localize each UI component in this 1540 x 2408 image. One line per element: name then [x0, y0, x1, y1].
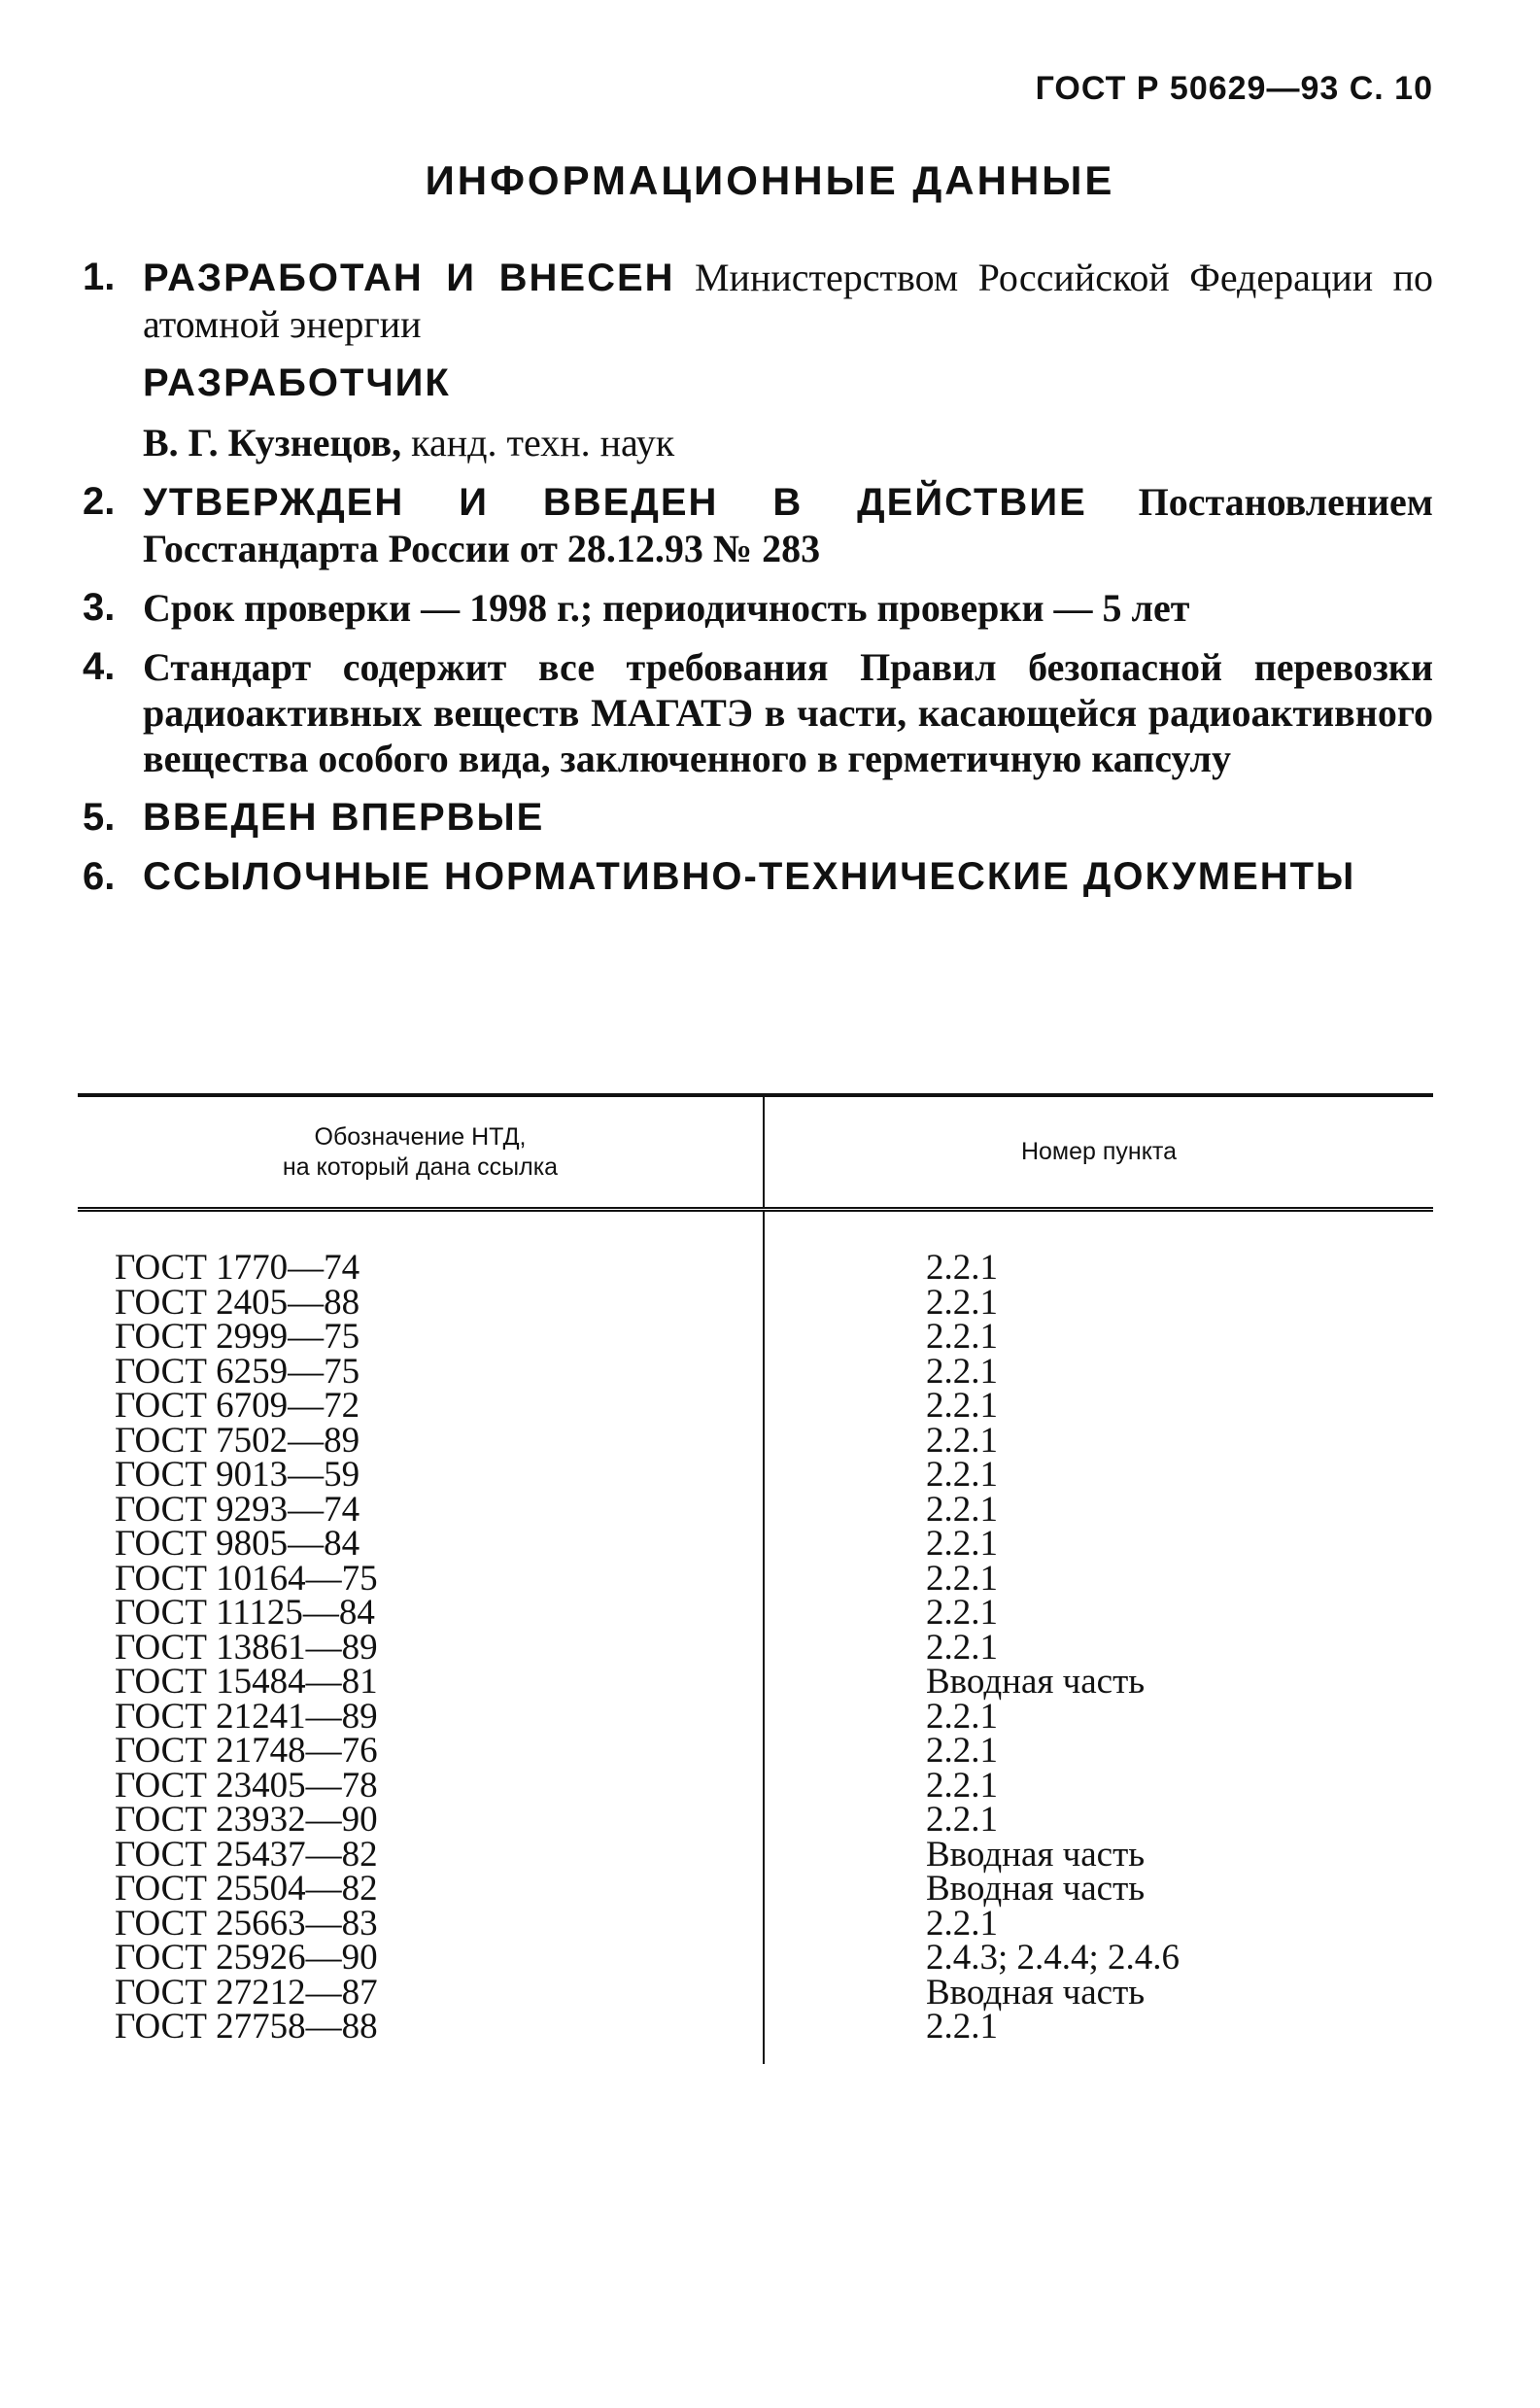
table-cell-clause: 2.2.1: [926, 1696, 998, 1737]
developer-block: [143, 361, 1433, 465]
table-cell-document: ГОСТ 9013—59: [115, 1455, 360, 1495]
information-items: [83, 255, 1433, 913]
table-cell-document: ГОСТ 25663—83: [115, 1903, 378, 1944]
item-reference-documents: [83, 854, 1433, 900]
table-cell-document: ГОСТ 10164—75: [115, 1558, 378, 1599]
item-lead: УТВЕРЖДЕН И ВВЕДЕН В ДЕЙСТВИЕ: [143, 481, 1087, 524]
table-cell-clause: 2.4.3; 2.4.4; 2.4.6: [926, 1938, 1181, 1978]
developer-person: [143, 420, 1433, 465]
table-cell-clause: 2.2.1: [926, 1731, 998, 1771]
table-cell-clause: Вводная часть: [926, 1972, 1146, 2012]
item-developed-introduced: [83, 255, 1433, 347]
table-cell-document: ГОСТ 25437—82: [115, 1834, 378, 1875]
table-cell-clause: 2.2.1: [926, 1800, 998, 1840]
item-text: Министерством Российской Федерации по атомной энергии: [143, 256, 1433, 346]
table-header-document-line2: на который дана ссылка: [282, 1152, 559, 1181]
page-header-reference: ГОСТ Р 50629—93 С. 10: [1035, 70, 1433, 107]
table-cell-clause: 2.2.1: [926, 1386, 998, 1426]
table-cell-document: ГОСТ 11125—84: [115, 1593, 375, 1633]
table-cell-clause: Вводная часть: [926, 1662, 1146, 1702]
item-text: Постановлением Госстандарта России от 28.12.93 № 283: [143, 480, 1433, 570]
table-cell-clause: 2.2.1: [926, 1317, 998, 1357]
table-cell-document: ГОСТ 21241—89: [115, 1696, 378, 1737]
table-cell-clause: 2.2.1: [926, 1558, 998, 1599]
table-cell-document: ГОСТ 21748—76: [115, 1731, 378, 1771]
table-cell-document: ГОСТ 9805—84: [115, 1524, 360, 1564]
item-first-introduced: [83, 795, 1433, 841]
item-lead: ССЫЛОЧНЫЕ НОРМАТИВНО-ТЕХНИЧЕСКИЕ ДОКУМЕНТЫ: [143, 855, 1356, 898]
item-number: 1.: [83, 256, 116, 298]
table-cell-document: ГОСТ 1770—74: [115, 1248, 360, 1288]
table-cell-clause: 2.2.1: [926, 1593, 998, 1633]
table-cell-clause: 2.2.1: [926, 1420, 998, 1461]
table-cell-document: ГОСТ 27758—88: [115, 2007, 378, 2047]
table-cell-document: ГОСТ 13861—89: [115, 1627, 378, 1668]
table-body: [78, 1212, 1433, 2064]
table-header-clause: Номер пункта: [1020, 1138, 1178, 1165]
table-cell-document: ГОСТ 23932—90: [115, 1800, 378, 1840]
table-cell-clause: Вводная часть: [926, 1834, 1146, 1875]
clause-column: [765, 1212, 1433, 2064]
table-cell-document: ГОСТ 27212—87: [115, 1972, 378, 2012]
developer-name: В. Г. Кузнецов,: [143, 421, 402, 464]
table-cell-clause: 2.2.1: [926, 1351, 998, 1392]
table-cell-document: ГОСТ 25504—82: [115, 1869, 378, 1909]
item-lead: ВВЕДЕН ВПЕРВЫЕ: [143, 796, 545, 839]
table-cell-clause: 2.2.1: [926, 1248, 998, 1288]
developer-heading: РАЗРАБОТЧИК: [143, 361, 451, 404]
item-review-period: [83, 585, 1433, 631]
item-approved: [83, 479, 1433, 571]
table-cell-document: ГОСТ 6259—75: [115, 1351, 360, 1392]
item-text: Срок проверки — 1998 г.; периодичность проверки — 5 лет: [143, 586, 1190, 630]
item-body: [143, 255, 1433, 347]
table-header-document: [78, 1097, 765, 1207]
table-cell-document: ГОСТ 7502—89: [115, 1420, 360, 1461]
item-number: 2.: [83, 480, 116, 523]
table-cell-clause: 2.2.1: [926, 1765, 998, 1806]
table-cell-document: ГОСТ 2405—88: [115, 1282, 360, 1323]
item-number: 3.: [83, 586, 116, 629]
table-cell-clause: 2.2.1: [926, 1489, 998, 1530]
item-number: 5.: [83, 796, 116, 839]
table-cell-clause: 2.2.1: [926, 1282, 998, 1323]
table-cell-document: ГОСТ 6709—72: [115, 1386, 360, 1426]
table-cell-clause: 2.2.1: [926, 1455, 998, 1495]
reference-documents-table: [78, 1093, 1433, 2064]
document-title: ИНФОРМАЦИОННЫЕ ДАННЫЕ: [425, 157, 1115, 203]
item-number: 4.: [83, 645, 116, 688]
table-cell-document: ГОСТ 23405—78: [115, 1765, 378, 1806]
item-number: 6.: [83, 855, 116, 898]
item-lead: РАЗРАБОТАН И ВНЕСЕН: [143, 257, 675, 299]
developer-degree: канд. техн. наук: [401, 421, 675, 464]
table-cell-clause: 2.2.1: [926, 1903, 998, 1944]
table-cell-document: ГОСТ 15484—81: [115, 1662, 378, 1702]
item-body: [143, 479, 1433, 571]
item-text: Стандарт содержит все требования Правил безопасной перевозки радиоактивных веществ МАГАТЭ в части, касающейся радиоактивного вещества особого вида, заключенного в герметичную капсулу: [143, 645, 1433, 780]
table-cell-document: ГОСТ 9293—74: [115, 1489, 360, 1530]
table-cell-document: ГОСТ 2999—75: [115, 1317, 360, 1357]
table-cell-document: ГОСТ 25926—90: [115, 1938, 378, 1978]
item-requirements: [83, 644, 1433, 781]
table-cell-clause: 2.2.1: [926, 2007, 998, 2047]
table-cell-clause: 2.2.1: [926, 1524, 998, 1564]
table-cell-clause: Вводная часть: [926, 1869, 1146, 1909]
table-header: [78, 1097, 1433, 1212]
document-column: [78, 1212, 765, 2064]
table-header-document-line1: Обозначение НТД,: [314, 1122, 527, 1151]
table-cell-clause: 2.2.1: [926, 1627, 998, 1668]
